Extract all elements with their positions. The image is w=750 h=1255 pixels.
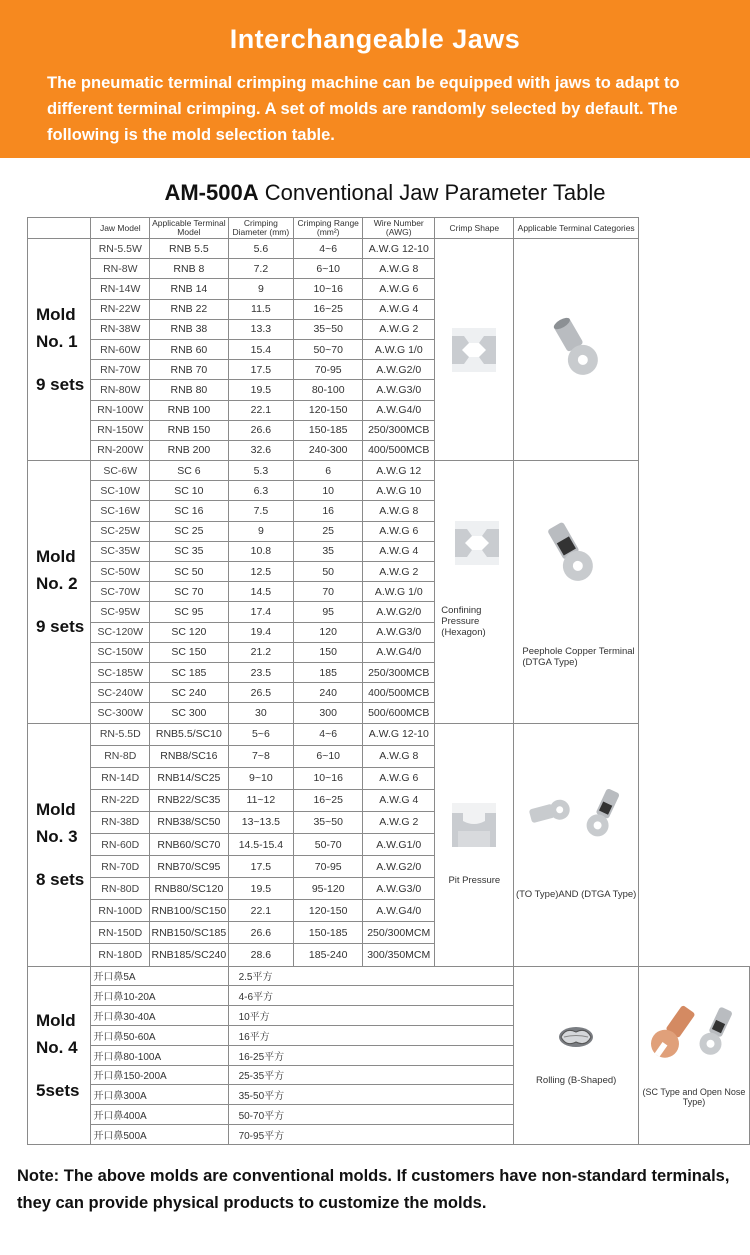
table-cell: SC 240 xyxy=(150,683,228,703)
table-cell: A.W.G2/0 xyxy=(363,360,435,380)
table-cell: 16 xyxy=(294,501,363,521)
table-cell: 32.6 xyxy=(228,440,294,460)
table-row xyxy=(28,521,750,541)
table-row xyxy=(28,319,750,339)
table-cell: SC 35 xyxy=(150,541,228,561)
table-cell: 9 xyxy=(228,521,294,541)
table-row xyxy=(28,922,750,944)
table-cell: RN-80W xyxy=(91,380,150,400)
table-cell: 95 xyxy=(294,602,363,622)
table-cell: A.W.G4/0 xyxy=(363,900,435,922)
table-cell: SC 95 xyxy=(150,602,228,622)
table-cell: RNB185/SC240 xyxy=(150,944,228,966)
table-cell-empty xyxy=(435,1025,514,1045)
table-cell: 2.5平方 xyxy=(228,966,435,986)
table-title-text: Conventional Jaw Parameter Table xyxy=(258,180,606,205)
table-cell: RNB14/SC25 xyxy=(150,767,228,789)
table-row xyxy=(28,662,750,682)
table-cell: A.W.G 2 xyxy=(363,319,435,339)
table-cell: SC 25 xyxy=(150,521,228,541)
table-row xyxy=(28,833,750,855)
crimp-shape-cell xyxy=(435,723,514,966)
terminal-category-cell xyxy=(639,966,750,1144)
table-row xyxy=(28,461,750,481)
mold-sets: 9 sets xyxy=(36,375,85,395)
table-cell: 开口鼻5A xyxy=(91,966,228,986)
table-cell: 9~10 xyxy=(228,767,294,789)
table-cell: RNB 5.5 xyxy=(150,239,228,259)
table-cell: 80-100 xyxy=(294,380,363,400)
table-cell: 10~16 xyxy=(294,279,363,299)
table-cell: RNB 14 xyxy=(150,279,228,299)
table-cell: RN-60D xyxy=(91,833,150,855)
table-cell: 开口鼻10-20A xyxy=(91,986,228,1006)
table-cell-empty xyxy=(435,1124,514,1144)
pit-crimp-icon xyxy=(452,803,496,847)
table-cell: SC 16 xyxy=(150,501,228,521)
table-cell: 14.5 xyxy=(228,582,294,602)
table-cell: 35~50 xyxy=(294,319,363,339)
table-cell: A.W.G 4 xyxy=(363,541,435,561)
footer-note: Note: The above molds are conventional molds. If customers have non-standard terminals, they can provide physical products to customize the molds. xyxy=(17,1167,730,1212)
to-dtga-terminal-icon xyxy=(526,789,626,849)
table-cell: 7~8 xyxy=(228,745,294,767)
table-cell: 26.6 xyxy=(228,420,294,440)
header-blank xyxy=(28,218,91,239)
table-cell: 16~25 xyxy=(294,789,363,811)
table-cell: 开口鼻80-100A xyxy=(91,1045,228,1065)
table-cell-empty xyxy=(435,1045,514,1065)
table-cell: 16~25 xyxy=(294,299,363,319)
table-cell: SC-10W xyxy=(91,481,150,501)
mold-label-line2: No. 1 xyxy=(36,332,78,352)
table-cell: 4~6 xyxy=(294,723,363,745)
table-row xyxy=(28,541,750,561)
table-cell: 11.5 xyxy=(228,299,294,319)
table-row xyxy=(28,481,750,501)
table-row xyxy=(28,501,750,521)
table-cell: 300 xyxy=(294,703,363,723)
table-cell: 10~16 xyxy=(294,767,363,789)
table-cell: 4-6平方 xyxy=(228,986,435,1006)
table-cell: RN-38D xyxy=(91,811,150,833)
table-cell: SC 150 xyxy=(150,642,228,662)
mold-label-line2: No. 2 xyxy=(36,574,78,594)
table-cell: SC-35W xyxy=(91,541,150,561)
table-cell: 50~70 xyxy=(294,339,363,359)
table-cell: A.W.G 6 xyxy=(363,521,435,541)
page-title: Interchangeable Jaws xyxy=(229,24,521,54)
table-cell: 35 xyxy=(294,541,363,561)
table-cell-empty xyxy=(435,1006,514,1026)
table-cell: 12.5 xyxy=(228,562,294,582)
column-header: Crimp Shape xyxy=(435,218,514,239)
table-cell: 17.5 xyxy=(228,360,294,380)
table-cell: 120-150 xyxy=(294,900,363,922)
table-cell: A.W.G4/0 xyxy=(363,400,435,420)
table-cell: 185 xyxy=(294,662,363,682)
table-row xyxy=(28,259,750,279)
table-cell: 9 xyxy=(228,279,294,299)
table-cell: 400/500MCB xyxy=(363,683,435,703)
table-cell: 23.5 xyxy=(228,662,294,682)
table-cell: RN-5.5D xyxy=(91,723,150,745)
table-cell: SC 10 xyxy=(150,481,228,501)
hexagon-crimp-icon xyxy=(455,521,499,565)
table-cell: RNB22/SC35 xyxy=(150,789,228,811)
table-cell: 95-120 xyxy=(294,878,363,900)
table-cell: 30 xyxy=(228,703,294,723)
mold-label-line1: Mold xyxy=(36,1010,76,1030)
header-banner xyxy=(0,0,750,158)
column-header: Crimping Range (mm²) xyxy=(294,218,363,239)
table-cell: RN-8D xyxy=(91,745,150,767)
table-row xyxy=(28,400,750,420)
table-row xyxy=(28,339,750,359)
table-cell: 开口鼻500A xyxy=(91,1124,228,1144)
table-cell: 28.6 xyxy=(228,944,294,966)
table-cell: RN-5.5W xyxy=(91,239,150,259)
table-cell: RNB38/SC50 xyxy=(150,811,228,833)
table-cell: 25-35平方 xyxy=(228,1065,435,1085)
table-cell: 15.4 xyxy=(228,339,294,359)
table-cell: A.W.G 4 xyxy=(363,299,435,319)
table-cell: SC-300W xyxy=(91,703,150,723)
table-cell: 70 xyxy=(294,582,363,602)
table-cell: A.W.G 2 xyxy=(363,562,435,582)
table-cell: RN-70D xyxy=(91,856,150,878)
table-cell: 35~50 xyxy=(294,811,363,833)
table-cell: 240-300 xyxy=(294,440,363,460)
table-cell: 13~13.5 xyxy=(228,811,294,833)
mold-label-line1: Mold xyxy=(36,800,76,820)
table-cell: RNB70/SC95 xyxy=(150,856,228,878)
table-cell: RN-22D xyxy=(91,789,150,811)
parameter-table xyxy=(27,217,750,1145)
table-cell: RN-150W xyxy=(91,420,150,440)
table-cell: 26.6 xyxy=(228,922,294,944)
table-cell: 185-240 xyxy=(294,944,363,966)
table-cell: SC-70W xyxy=(91,582,150,602)
table-cell: 10.8 xyxy=(228,541,294,561)
table-cell: SC 50 xyxy=(150,562,228,582)
table-cell: RNB 150 xyxy=(150,420,228,440)
terminal-category-cell xyxy=(514,461,639,723)
table-cell: RNB 22 xyxy=(150,299,228,319)
table-row xyxy=(28,562,750,582)
crimp-shape-cell xyxy=(435,461,514,723)
table-row xyxy=(28,767,750,789)
table-cell: 5.3 xyxy=(228,461,294,481)
table-cell: RNB 60 xyxy=(150,339,228,359)
table-cell: 21.2 xyxy=(228,642,294,662)
table-cell: SC-185W xyxy=(91,662,150,682)
crimp-shape-label: Rolling (B-Shaped) xyxy=(536,1074,617,1086)
table-cell: 19.5 xyxy=(228,878,294,900)
ring-terminal-icon xyxy=(536,310,616,390)
table-cell: 150-185 xyxy=(294,420,363,440)
table-cell: RN-100D xyxy=(91,900,150,922)
table-cell: SC-6W xyxy=(91,461,150,481)
table-cell: RNB 38 xyxy=(150,319,228,339)
table-row xyxy=(28,279,750,299)
table-cell: 70-95 xyxy=(294,856,363,878)
table-cell-empty xyxy=(435,1085,514,1105)
table-cell: RNB60/SC70 xyxy=(150,833,228,855)
table-cell: RN-38W xyxy=(91,319,150,339)
table-row xyxy=(28,878,750,900)
table-cell: A.W.G 1/0 xyxy=(363,339,435,359)
mold-label-line1: Mold xyxy=(36,305,76,325)
terminal-category-cell xyxy=(514,239,639,461)
terminal-category-label: (SC Type and Open Nose Type) xyxy=(642,1087,746,1108)
terminal-category-label: (TO Type)AND (DTGA Type) xyxy=(515,889,637,901)
table-cell: 10平方 xyxy=(228,1006,435,1026)
table-cell: 6.3 xyxy=(228,481,294,501)
column-header: Crimping Diameter (mm) xyxy=(228,218,294,239)
table-row xyxy=(28,856,750,878)
table-row xyxy=(28,683,750,703)
peephole-terminal-icon xyxy=(531,516,621,606)
table-cell: 250/300MCB xyxy=(363,662,435,682)
table-row xyxy=(28,944,750,966)
table-cell: 70-95 xyxy=(294,360,363,380)
table-cell: A.W.G 2 xyxy=(363,811,435,833)
table-row xyxy=(28,642,750,662)
table-cell: SC 6 xyxy=(150,461,228,481)
table-cell: RNB100/SC150 xyxy=(150,900,228,922)
table-row xyxy=(28,789,750,811)
table-row xyxy=(28,622,750,642)
table-cell: RNB 100 xyxy=(150,400,228,420)
table-cell: A.W.G 8 xyxy=(363,259,435,279)
table-cell: SC 70 xyxy=(150,582,228,602)
column-header: Applicable Terminal Categories xyxy=(514,218,639,239)
table-cell: 22.1 xyxy=(228,900,294,922)
table-cell: A.W.G 12 xyxy=(363,461,435,481)
table-cell: SC-120W xyxy=(91,622,150,642)
table-cell: 开口鼻50-60A xyxy=(91,1025,228,1045)
table-row xyxy=(28,239,750,259)
mold-sets: 5sets xyxy=(36,1080,80,1100)
mold-label-line2: No. 4 xyxy=(36,1037,78,1057)
table-cell: 25 xyxy=(294,521,363,541)
table-title-model: AM-500A xyxy=(164,180,259,205)
table-cell: 6~10 xyxy=(294,259,363,279)
crimp-shape-label: Pit Pressure xyxy=(448,875,501,887)
table-cell: RN-100W xyxy=(91,400,150,420)
table-cell: RNB 80 xyxy=(150,380,228,400)
table-cell: A.W.G 8 xyxy=(363,745,435,767)
table-cell: SC-95W xyxy=(91,602,150,622)
header-description: The pneumatic terminal crimping machine can be equipped with jaws to adapt to different terminal crimping. A set of molds are randomly selected by default. The following is the mold selection table. xyxy=(47,74,680,144)
column-header: Wire Number (AWG) xyxy=(363,218,435,239)
table-cell: 4~6 xyxy=(294,239,363,259)
table-cell: A.W.G3/0 xyxy=(363,622,435,642)
table-cell-empty xyxy=(435,1065,514,1085)
table-cell: 50-70 xyxy=(294,833,363,855)
table-cell: A.W.G 6 xyxy=(363,279,435,299)
table-cell: 250/300MCB xyxy=(363,420,435,440)
table-cell: 开口鼻150-200A xyxy=(91,1065,228,1085)
table-cell: SC-25W xyxy=(91,521,150,541)
column-header: Applicable Terminal Model xyxy=(150,218,228,239)
table-cell: 120 xyxy=(294,622,363,642)
table-cell: 26.5 xyxy=(228,683,294,703)
mold-group-label xyxy=(28,723,91,966)
table-cell: 13.3 xyxy=(228,319,294,339)
table-cell: 10 xyxy=(294,481,363,501)
table-cell: RNB150/SC185 xyxy=(150,922,228,944)
table-row xyxy=(28,420,750,440)
table-cell: A.W.G3/0 xyxy=(363,380,435,400)
table-cell: 19.5 xyxy=(228,380,294,400)
table-cell: 14.5-15.4 xyxy=(228,833,294,855)
table-cell: SC-240W xyxy=(91,683,150,703)
table-header-row xyxy=(28,218,750,239)
table-cell: A.W.G 4 xyxy=(363,789,435,811)
table-cell: RN-8W xyxy=(91,259,150,279)
table-cell: RNB 200 xyxy=(150,440,228,460)
table-row xyxy=(28,360,750,380)
table-cell: SC 120 xyxy=(150,622,228,642)
table-cell: 500/600MCB xyxy=(363,703,435,723)
mold-sets: 9 sets xyxy=(36,617,85,637)
table-cell: 50 xyxy=(294,562,363,582)
table-cell: RN-14W xyxy=(91,279,150,299)
table-cell: RN-150D xyxy=(91,922,150,944)
table-cell: 240 xyxy=(294,683,363,703)
table-cell: A.W.G 12-10 xyxy=(363,723,435,745)
terminal-category-cell xyxy=(514,723,639,966)
crimp-shape-cell xyxy=(435,239,514,461)
table-cell: 150-185 xyxy=(294,922,363,944)
crimp-shape-cell xyxy=(514,966,639,1144)
table-cell: 17.4 xyxy=(228,602,294,622)
table-cell: 5~6 xyxy=(228,723,294,745)
table-cell: RNB80/SC120 xyxy=(150,878,228,900)
table-cell: SC 300 xyxy=(150,703,228,723)
table-cell: 17.5 xyxy=(228,856,294,878)
table-cell: 16-25平方 xyxy=(228,1045,435,1065)
table-cell: 19.4 xyxy=(228,622,294,642)
table-cell: 50-70平方 xyxy=(228,1105,435,1125)
table-cell: A.W.G 10 xyxy=(363,481,435,501)
table-cell: 150 xyxy=(294,642,363,662)
table-row xyxy=(28,900,750,922)
table-row xyxy=(28,703,750,723)
table-cell: SC-16W xyxy=(91,501,150,521)
table-cell: A.W.G2/0 xyxy=(363,602,435,622)
table-cell: 250/300MCM xyxy=(363,922,435,944)
hexagon-crimp-icon xyxy=(452,328,496,372)
table-cell: 11~12 xyxy=(228,789,294,811)
table-cell: A.W.G 1/0 xyxy=(363,582,435,602)
table-row xyxy=(28,811,750,833)
table-cell: 120-150 xyxy=(294,400,363,420)
table-row xyxy=(28,380,750,400)
table-row xyxy=(28,723,750,745)
table-cell: A.W.G4/0 xyxy=(363,642,435,662)
table-cell: A.W.G3/0 xyxy=(363,878,435,900)
table-row xyxy=(28,966,750,986)
crimp-shape-label: Confining Pressure (Hexagon) xyxy=(441,605,486,639)
table-cell: RN-22W xyxy=(91,299,150,319)
table-cell: SC 185 xyxy=(150,662,228,682)
table-cell: RN-180D xyxy=(91,944,150,966)
column-header: Jaw Model xyxy=(91,218,150,239)
table-cell: 5.6 xyxy=(228,239,294,259)
mold-group-label xyxy=(28,239,91,461)
table-cell: SC-150W xyxy=(91,642,150,662)
table-row xyxy=(28,299,750,319)
table-cell: A.W.G 6 xyxy=(363,767,435,789)
terminal-category-label: Peephole Copper Terminal (DTGA Type) xyxy=(522,645,635,668)
table-cell-empty xyxy=(435,1105,514,1125)
table-cell: RNB 8 xyxy=(150,259,228,279)
table-title xyxy=(0,180,750,206)
sc-open-nose-terminal-icon xyxy=(639,1003,749,1067)
table-cell: SC-50W xyxy=(91,562,150,582)
mold-group-label xyxy=(28,966,91,1144)
table-cell: 开口鼻30-40A xyxy=(91,1006,228,1026)
table-cell: 6 xyxy=(294,461,363,481)
table-cell: 22.1 xyxy=(228,400,294,420)
table-cell: 7.5 xyxy=(228,501,294,521)
table-row xyxy=(28,582,750,602)
table-cell: RN-70W xyxy=(91,360,150,380)
table-cell: 6~10 xyxy=(294,745,363,767)
table-cell: RNB8/SC16 xyxy=(150,745,228,767)
table-cell-empty xyxy=(435,986,514,1006)
table-cell: 开口鼻400A xyxy=(91,1105,228,1125)
table-cell: A.W.G 8 xyxy=(363,501,435,521)
table-cell: RNB 70 xyxy=(150,360,228,380)
table-cell-empty xyxy=(435,966,514,986)
table-cell: A.W.G2/0 xyxy=(363,856,435,878)
mold-group-label xyxy=(28,461,91,723)
table-cell: RN-60W xyxy=(91,339,150,359)
table-cell: 开口鼻300A xyxy=(91,1085,228,1105)
table-cell: 7.2 xyxy=(228,259,294,279)
mold-sets: 8 sets xyxy=(36,870,85,890)
mold-label-line1: Mold xyxy=(36,547,76,567)
table-cell: 400/500MCB xyxy=(363,440,435,460)
table-cell: A.W.G 12-10 xyxy=(363,239,435,259)
table-row xyxy=(28,440,750,460)
table-cell: 16平方 xyxy=(228,1025,435,1045)
table-row xyxy=(28,745,750,767)
table-cell: A.W.G1/0 xyxy=(363,833,435,855)
mold-label-line2: No. 3 xyxy=(36,827,78,847)
table-cell: RN-80D xyxy=(91,878,150,900)
table-cell: RN-14D xyxy=(91,767,150,789)
b-shape-crimp-icon xyxy=(556,1025,596,1049)
table-cell: 70-95平方 xyxy=(228,1124,435,1144)
table-cell: 300/350MCM xyxy=(363,944,435,966)
table-cell: 35-50平方 xyxy=(228,1085,435,1105)
table-row xyxy=(28,602,750,622)
table-cell: RN-200W xyxy=(91,440,150,460)
table-cell: RNB5.5/SC10 xyxy=(150,723,228,745)
